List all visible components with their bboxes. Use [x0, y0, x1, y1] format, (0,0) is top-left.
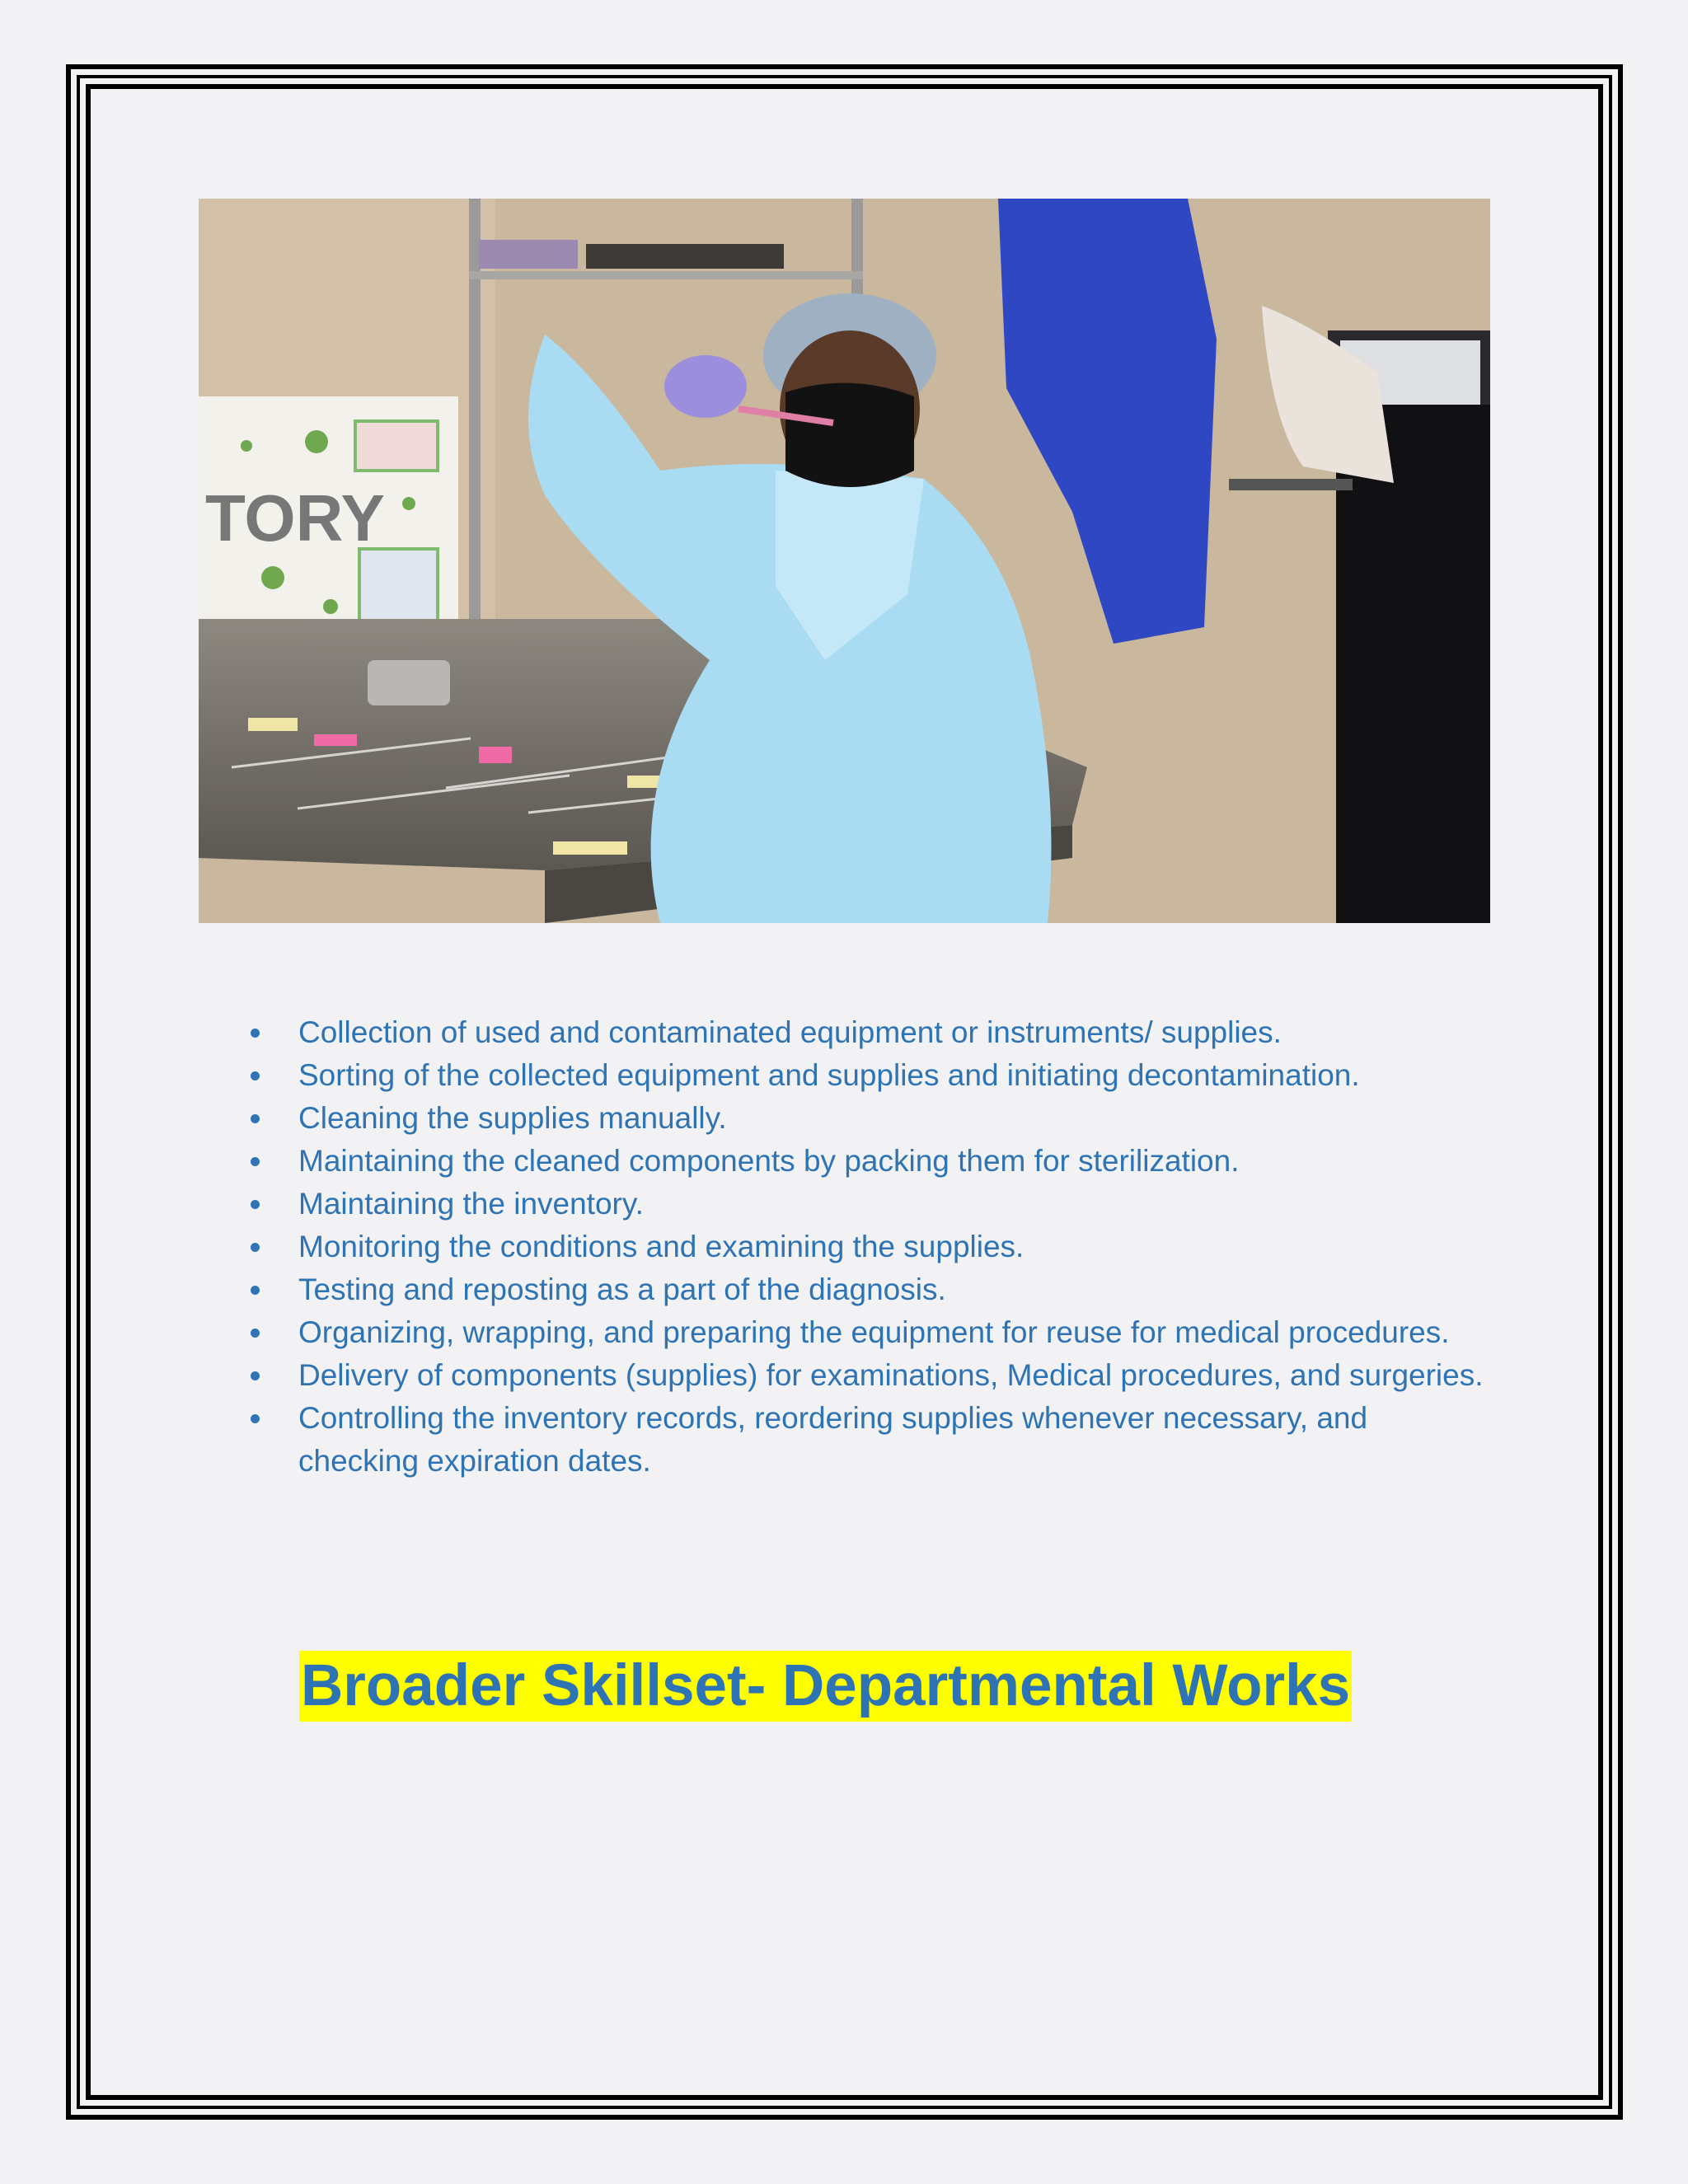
list-item: Sorting of the collected equipment and supplies and initiating decontamination. — [298, 1054, 1485, 1097]
duties-list — [298, 1011, 1485, 1483]
list-item: Maintaining the cleaned components by packing them for sterilization. — [298, 1140, 1485, 1183]
list-item: Collection of used and contaminated equipment or instruments/ supplies. — [298, 1011, 1485, 1054]
list-item: Organizing, wrapping, and preparing the equipment for reuse for medical procedures. — [298, 1311, 1485, 1354]
list-item: Controlling the inventory records, reordering supplies whenever necessary, and checking expiration dates. — [298, 1397, 1485, 1483]
sign-text: TORY — [205, 481, 385, 555]
list-item: Delivery of components (supplies) for examinations, Medical procedures, and surgeries. — [298, 1354, 1485, 1397]
lab-technician-photo — [199, 199, 1490, 923]
list-item: Maintaining the inventory. — [298, 1183, 1485, 1226]
list-item: Testing and reposting as a part of the diagnosis. — [298, 1268, 1485, 1311]
list-item: Cleaning the supplies manually. — [298, 1097, 1485, 1140]
section-heading: Broader Skillset- Departmental Works — [299, 1651, 1352, 1722]
list-item: Monitoring the conditions and examining the supplies. — [298, 1226, 1485, 1268]
